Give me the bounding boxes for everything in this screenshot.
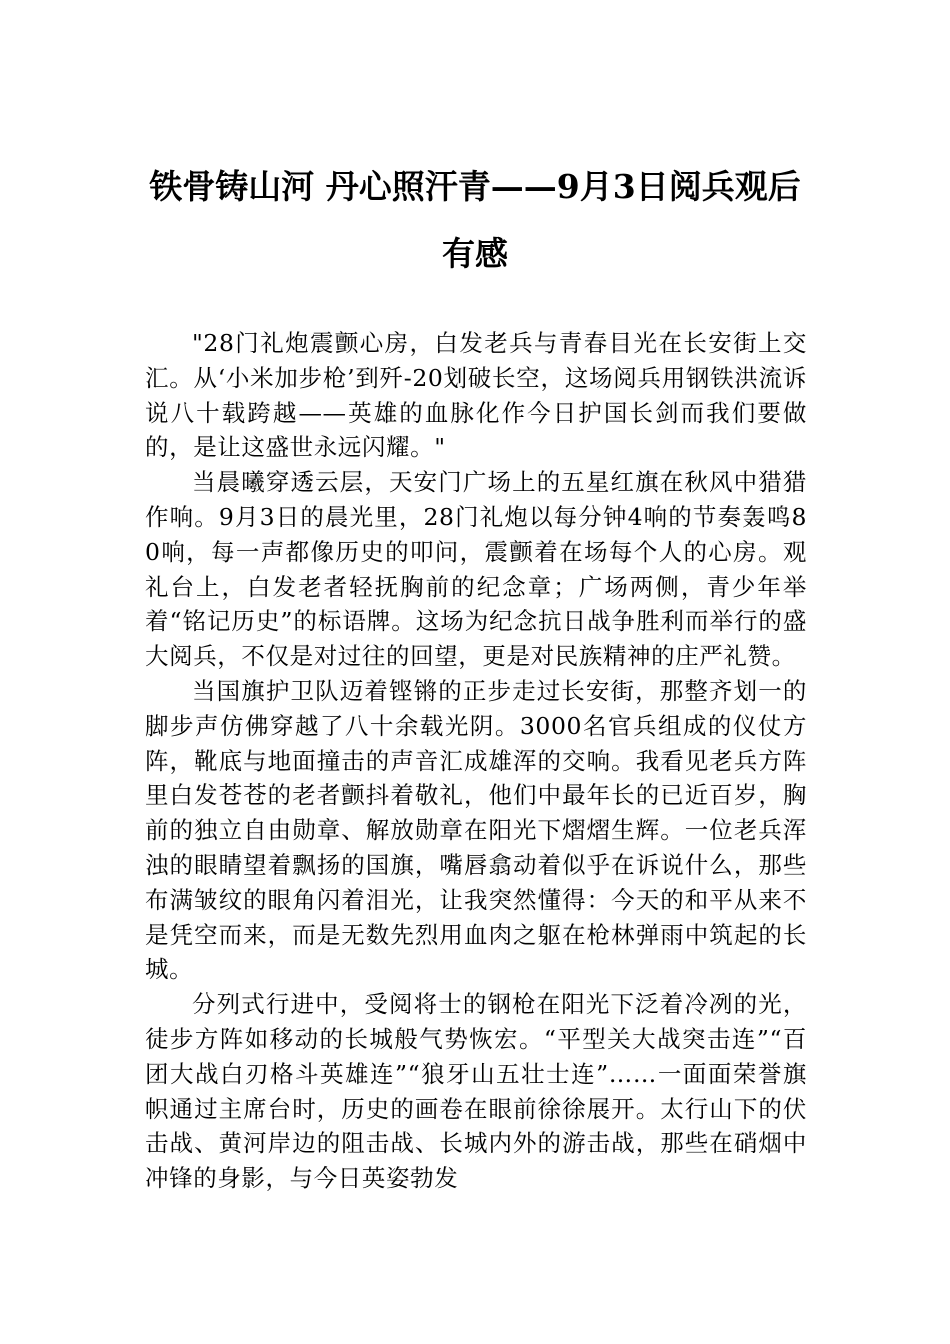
paragraph-morning: 当晨曦穿透云层，天安门广场上的五星红旗在秋风中猎猎作响。9月3日的晨光里，28门礼炮以每分钟4响的节奏轰鸣80响，每一声都像历史的叩问，震颤着在场每个人的心房。观礼台上，白发老者轻抚胸前的纪念章；广场两侧，青少年举着“铭记历史”的标语牌。这场为纪念抗日战争胜利而举行的盛大阅兵，不仅是对过往的回望，更是对民族精神的庄严礼赞。 <box>145 468 807 671</box>
paragraph-honor-guard: 当国旗护卫队迈着铿锵的正步走过长安街，那整齐划一的脚步声仿佛穿越了八十余载光阴。3000名官兵组成的仪仗方阵，靴底与地面撞击的声音汇成雄浑的交响。我看见老兵方阵里白发苍苍的老者颤抖着敬礼，他们中最年长的已近百岁，胸前的独立自由勋章、解放勋章在阳光下熠熠生辉。一位老兵浑浊的眼睛望着飘扬的国旗，嘴唇翕动着似乎在诉说什么，那些布满皱纹的眼角闪着泪光，让我突然懂得：今天的和平从来不是凭空而来，而是无数先烈用血肉之躯在枪林弹雨中筑起的长城。 <box>145 676 807 984</box>
document-title: 铁骨铸山河 丹心照汗青——9月3日阅兵观后有感 <box>149 167 801 273</box>
document-body <box>145 326 807 1196</box>
paragraph-march-past: 分列式行进中，受阅将士的钢枪在阳光下泛着冷冽的光，徒步方阵如移动的长城般气势恢宏。“平型关大战突击连”“百团大战白刃格斗英雄连”“狼牙山五壮士连”……一面面荣誉旗帜通过主席台时，历史的画卷在眼前徐徐展开。太行山下的伏击战、黄河岸边的阻击战、长城内外的游击战，那些在硝烟中冲锋的身影，与今日英姿勃发 <box>145 990 807 1193</box>
paragraph-quote: "28门礼炮震颤心房，白发老兵与青春目光在长安街上交汇。从‘小米加步枪’到歼-20划破长空，这场阅兵用钢铁洪流诉说八十载跨越——英雄的血脉化作今日护国长剑而我们要做的，是让这盛世永远闪耀。" <box>145 329 807 462</box>
